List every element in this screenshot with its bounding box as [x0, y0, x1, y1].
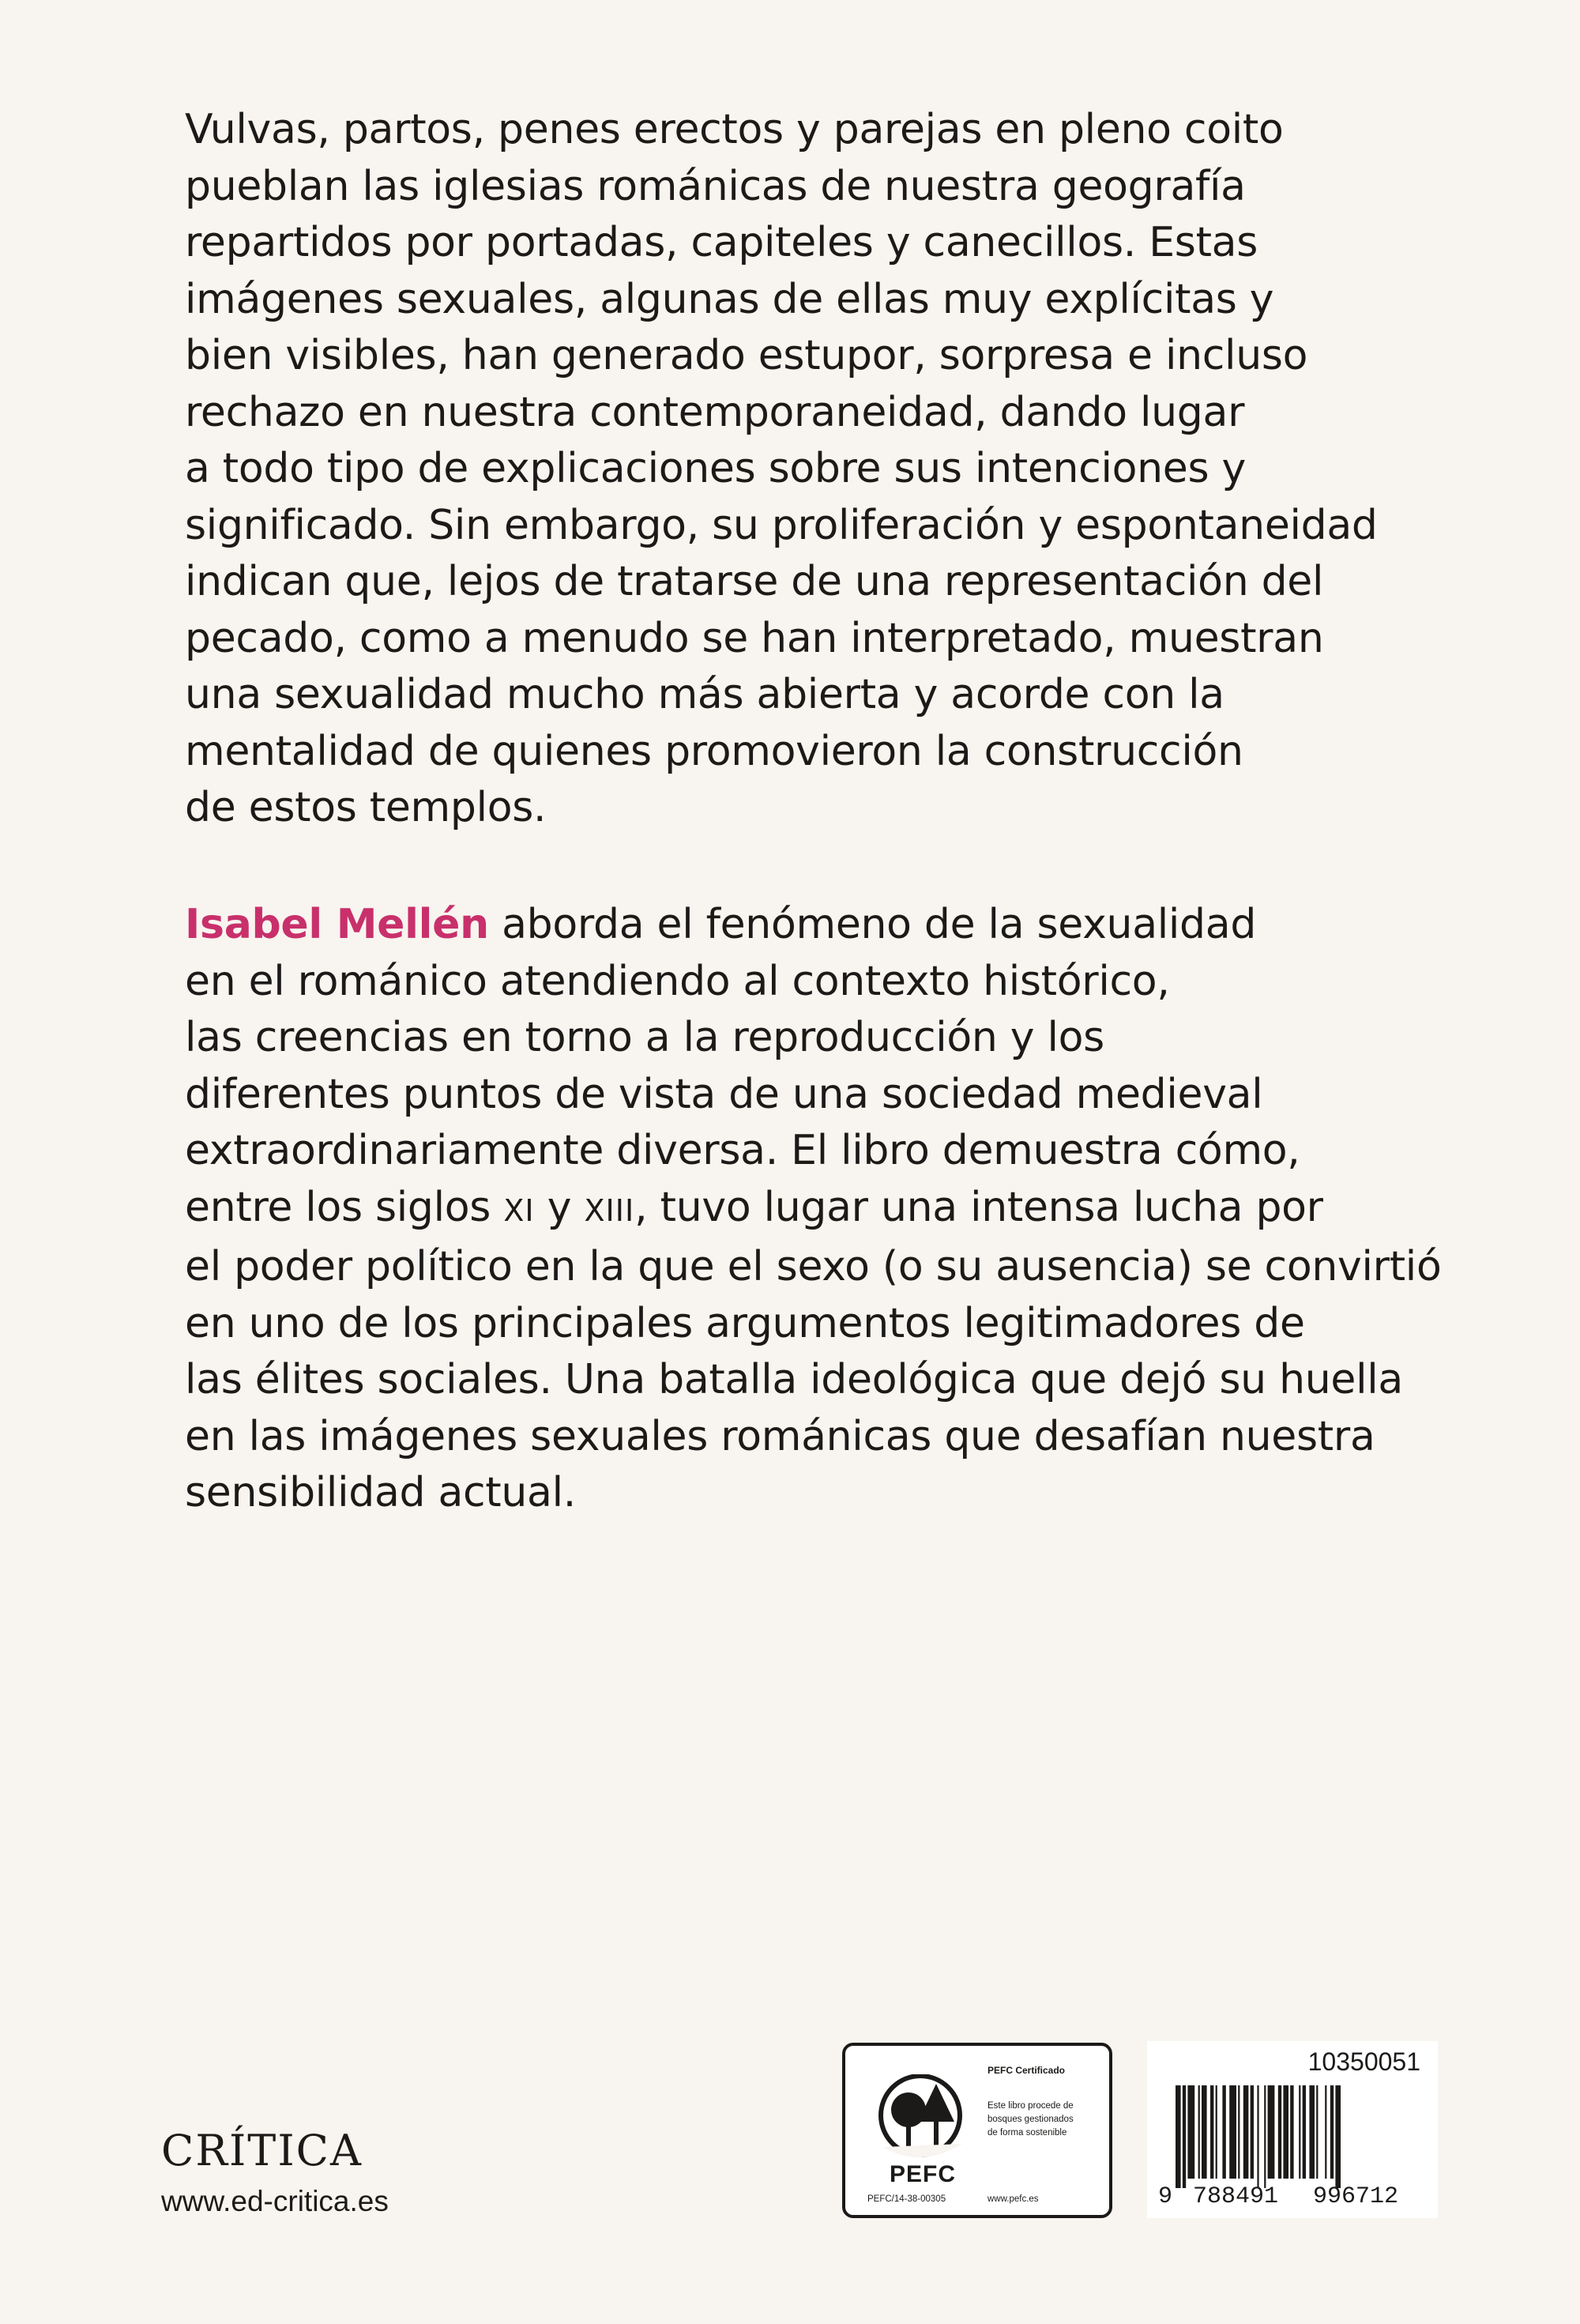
text-line: las élites sociales. Una batalla ideológica que dejó su huella — [185, 1356, 1403, 1403]
barcode-bar — [1198, 2085, 1200, 2179]
text-line: pueblan las iglesias románicas de nuestra geografía — [185, 162, 1246, 210]
barcode-bar — [1278, 2085, 1281, 2179]
text-line: en el románico atendiendo al contexto histórico, — [185, 957, 1170, 1005]
barcode-bar — [1183, 2085, 1186, 2188]
barcode-bar — [1229, 2085, 1236, 2179]
barcode-bar — [1330, 2085, 1334, 2179]
author-name: Isabel Mellén — [185, 901, 489, 948]
text-line: rechazo en nuestra contemporaneidad, dando lugar — [185, 388, 1245, 436]
p2-line: entre los siglos XI y XIII, tuvo lugar una intensa lucha por — [185, 1183, 1323, 1231]
publisher-logo: CRÍTICA — [161, 2126, 363, 2175]
barcode-bar — [1210, 2085, 1213, 2179]
text-line: imágenes sexuales, algunas de ellas muy explícitas y — [185, 275, 1274, 323]
barcode-bar — [1335, 2085, 1341, 2188]
barcode-bar — [1290, 2085, 1293, 2179]
text-line: el poder político en la que el sexo (o su ausencia) se convirtió — [185, 1243, 1442, 1290]
barcode-bar — [1176, 2085, 1181, 2188]
barcode-bar — [1238, 2085, 1240, 2179]
text-line: bien visibles, han generado estupor, sorpresa e incluso — [185, 332, 1308, 379]
century-xiii: XIII — [584, 1192, 635, 1228]
text-line: las creencias en torno a la reproducción y los — [185, 1014, 1104, 1061]
publisher-block — [161, 2126, 389, 2218]
barcode-bar — [1202, 2085, 1207, 2179]
barcode-bar — [1325, 2085, 1326, 2179]
century-xi: XI — [503, 1192, 535, 1228]
barcode-bar — [1264, 2085, 1266, 2188]
text-line: una sexualidad mucho más abierta y acorde con la — [185, 671, 1224, 718]
barcode-bar — [1222, 2085, 1225, 2179]
text-line: extraordinariamente diversa. El libro demuestra cómo, — [185, 1127, 1300, 1174]
product-code: 10350051 — [1307, 2047, 1420, 2076]
pefc-trees-icon — [877, 2074, 972, 2161]
barcode-bar — [1283, 2085, 1288, 2179]
blurb-paragraph-1 — [185, 102, 1417, 837]
barcode-bar — [1257, 2085, 1258, 2188]
text-line: diferentes puntos de vista de una sociedad medieval — [185, 1070, 1263, 1118]
barcode-bar — [1216, 2085, 1217, 2179]
text-line: pecado, como a menudo se han interpretado, muestran — [185, 614, 1324, 662]
barcode-bar — [1316, 2085, 1318, 2179]
pefc-title: PEFC Certificado — [988, 2065, 1066, 2076]
text-line: mentalidad de quienes promovieron la construcción — [185, 727, 1243, 775]
publisher-url[interactable]: www.ed-critica.es — [161, 2185, 389, 2217]
text-line: repartidos por portadas, capiteles y canecillos. Estas — [185, 219, 1258, 266]
pefc-code: PEFC/14-38-00305 — [867, 2194, 946, 2204]
text-line: significado. Sin embargo, su proliferación y espontaneidad — [185, 501, 1378, 549]
barcode-bar — [1299, 2085, 1300, 2179]
text-line: en las imágenes sexuales románicas que desafían nuestra — [185, 1412, 1375, 1460]
barcode-bar — [1268, 2085, 1275, 2179]
text-line: en uno de los principales argumentos legitimadores de — [185, 1299, 1305, 1347]
pefc-description: Este libro procede de bosques gestionados de forma sostenible — [988, 2101, 1074, 2138]
text-line: sensibilidad actual. — [185, 1469, 576, 1516]
isbn-barcode: 10350051 9 788491 996712 — [1147, 2041, 1438, 2218]
barcode-bar — [1251, 2085, 1254, 2179]
p2-line: Isabel Mellén aborda el fenómeno de la sexualidad — [185, 901, 1257, 948]
barcode-bar — [1303, 2085, 1306, 2179]
pefc-url: www.pefc.es — [988, 2194, 1039, 2204]
pefc-certification-box — [842, 2043, 1112, 2218]
text-line: Vulvas, partos, penes erectos y parejas en pleno coito — [185, 106, 1284, 153]
barcode-bar — [1243, 2085, 1249, 2179]
text-line: indican que, lejos de tratarse de una representación del — [185, 558, 1324, 605]
barcode-bars — [1176, 2085, 1413, 2188]
text-line: de estos templos. — [185, 784, 547, 831]
blurb-paragraph-2 — [185, 897, 1442, 1522]
barcode-bar — [1187, 2085, 1194, 2179]
text-line: a todo tipo de explicaciones sobre sus intenciones y — [185, 445, 1246, 492]
barcode-bar — [1309, 2085, 1315, 2179]
pefc-wordmark: PEFC — [890, 2161, 957, 2187]
